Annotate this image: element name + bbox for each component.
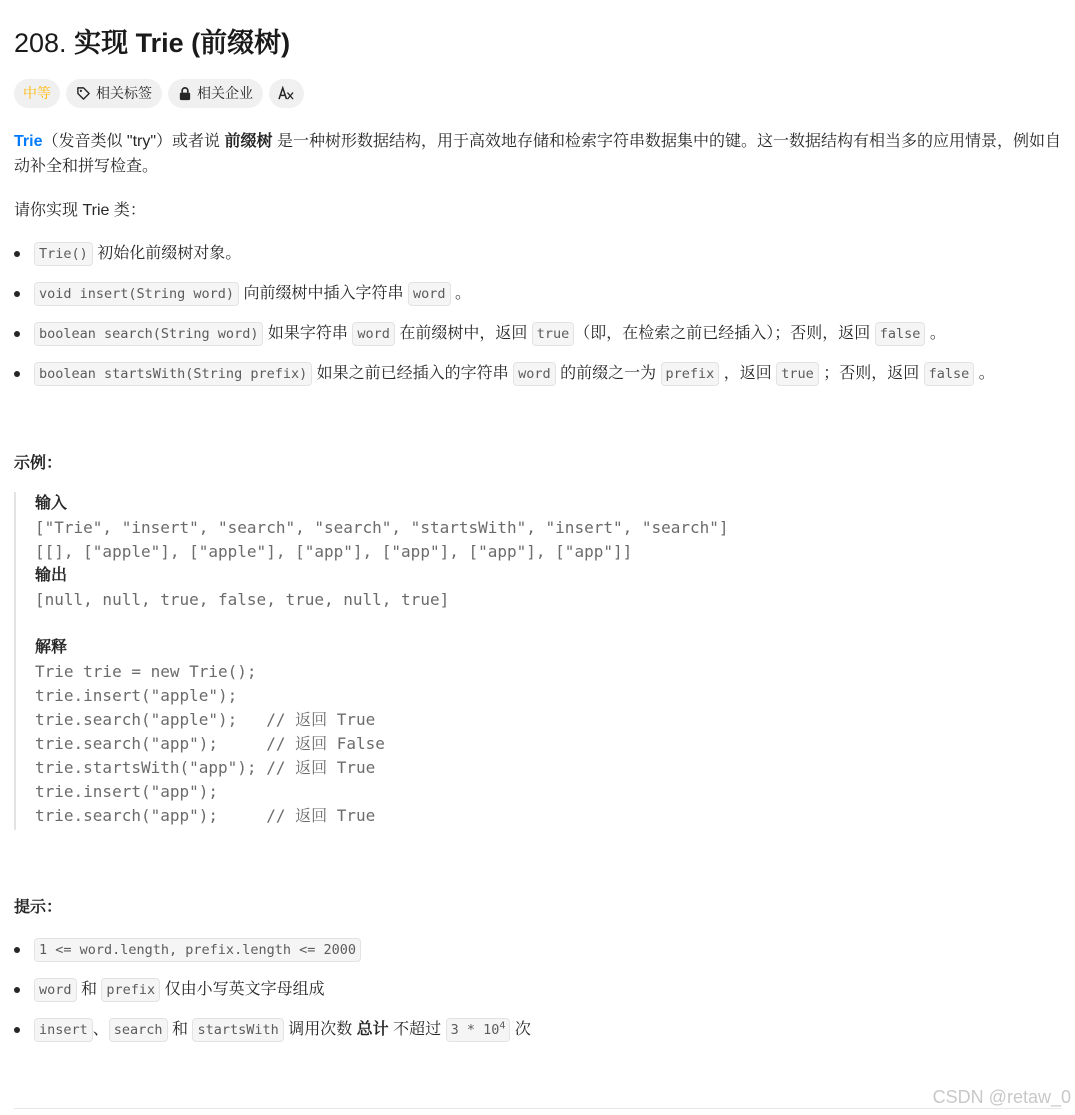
method-desc: 在前缀树中，返回 bbox=[394, 325, 532, 342]
csdn-watermark: CSDN @retaw_0 bbox=[932, 1087, 1071, 1107]
inline-code: search bbox=[109, 1018, 168, 1042]
input-line: [[], ["apple"], ["apple"], ["app"], ["app"], ["app"], ["app"]] bbox=[35, 542, 633, 561]
list-item bbox=[14, 936, 1064, 976]
inline-code: 1 <= word.length, prefix.length <= 2000 bbox=[34, 938, 361, 962]
output-line: [null, null, true, false, true, null, true] bbox=[35, 590, 450, 609]
list-item bbox=[14, 1016, 1064, 1056]
inline-code: prefix bbox=[661, 362, 720, 386]
inline-code: prefix bbox=[101, 978, 160, 1002]
method-desc: 。 bbox=[974, 365, 995, 382]
hint-text: 调用次数 bbox=[283, 1021, 357, 1038]
explain-line: trie.search("app"); // 返回 True bbox=[35, 806, 376, 825]
list-item bbox=[14, 360, 1064, 400]
output-label: 输出 bbox=[35, 567, 68, 584]
trie-keyword: Trie bbox=[14, 133, 43, 150]
translate-button[interactable] bbox=[269, 79, 304, 108]
method-desc: （即，在检索之前已经插入）；否则，返回 bbox=[574, 325, 875, 342]
inline-code: word bbox=[352, 322, 395, 346]
description-paragraph bbox=[14, 129, 1064, 179]
list-item bbox=[14, 976, 1064, 1016]
explain-line: trie.search("app"); // 返回 False bbox=[35, 734, 385, 753]
translate-icon bbox=[278, 86, 295, 101]
inline-code: true bbox=[532, 322, 575, 346]
related-companies-label: 相关企业 bbox=[197, 85, 253, 101]
related-companies-button[interactable] bbox=[168, 79, 263, 108]
list-item bbox=[14, 320, 1064, 360]
explain-line: trie.search("apple"); // 返回 True bbox=[35, 710, 376, 729]
hints-heading: 提示： bbox=[14, 899, 63, 916]
explain-line: trie.startsWith("app"); // 返回 True bbox=[35, 758, 376, 777]
divider bbox=[14, 1108, 1061, 1109]
explain-line: trie.insert("app"); bbox=[35, 782, 219, 801]
hint-bold: 总计 bbox=[356, 1021, 389, 1038]
inline-code: insert bbox=[34, 1018, 93, 1042]
hints-list bbox=[14, 936, 1064, 1056]
tag-icon bbox=[76, 86, 91, 101]
inline-code: Trie() bbox=[34, 242, 93, 266]
implement-instruction: 请你实现 Trie 类： bbox=[14, 202, 146, 219]
example-heading: 示例： bbox=[14, 455, 63, 472]
lock-icon bbox=[178, 86, 192, 101]
inline-code: word bbox=[513, 362, 556, 386]
hint-text: 仅由小写英文字母组成 bbox=[160, 981, 325, 998]
example-block bbox=[14, 492, 1054, 830]
problem-title bbox=[14, 24, 290, 62]
input-label: 输入 bbox=[35, 495, 68, 512]
method-desc: ；否则，返回 bbox=[818, 365, 924, 382]
inline-code bbox=[446, 1018, 511, 1042]
hint-text: 和 bbox=[167, 1021, 193, 1038]
title-part-en: Trie ( bbox=[135, 28, 201, 58]
description-bold: 前缀树 bbox=[224, 133, 273, 150]
method-desc: 如果之前已经插入的字符串 bbox=[312, 365, 514, 382]
tag-bar bbox=[14, 79, 304, 108]
inline-code: true bbox=[776, 362, 819, 386]
method-desc: 初始化前缀树对象。 bbox=[92, 245, 242, 262]
power-exponent: 4 bbox=[499, 1020, 506, 1032]
title-part-cn: 实现 bbox=[74, 28, 129, 58]
inline-code: boolean search(String word) bbox=[34, 322, 263, 346]
method-desc: 。 bbox=[450, 285, 471, 302]
inline-code: startsWith bbox=[192, 1018, 283, 1042]
hint-text: 、 bbox=[92, 1021, 109, 1038]
method-desc: 。 bbox=[925, 325, 946, 342]
power-base: 3 * 10 bbox=[450, 1022, 500, 1038]
problem-number: 208. bbox=[14, 28, 67, 58]
hint-text: 和 bbox=[76, 981, 102, 998]
explain-line: Trie trie = new Trie(); bbox=[35, 662, 257, 681]
explain-line: trie.insert("apple"); bbox=[35, 686, 238, 705]
title-part-cn2: 前缀树 bbox=[200, 28, 282, 58]
description-text-a: （发音类似 "try"）或者说 bbox=[42, 133, 225, 150]
inline-code: word bbox=[408, 282, 451, 306]
description-text-c: 是一种树形数据结构，用于高效地存储和检索字符串数据集中的键。这一数据结构有相当多的应用情景，例如自动补全和拼写检查。 bbox=[14, 133, 1061, 175]
related-tags-button[interactable] bbox=[66, 79, 162, 108]
inline-code: boolean startsWith(String prefix) bbox=[34, 362, 312, 386]
title-close: ) bbox=[281, 28, 291, 58]
blank-line bbox=[35, 612, 1054, 636]
inline-code: false bbox=[924, 362, 975, 386]
explain-label: 解释 bbox=[35, 639, 68, 656]
inline-code: void insert(String word) bbox=[34, 282, 239, 306]
method-desc: 如果字符串 bbox=[263, 325, 353, 342]
inline-code: word bbox=[34, 978, 77, 1002]
method-desc: 向前缀树中插入字符串 bbox=[239, 285, 408, 302]
method-desc: 的前缀之一为 bbox=[555, 365, 661, 382]
method-desc: ，返回 bbox=[719, 365, 777, 382]
list-item bbox=[14, 280, 1064, 320]
method-list bbox=[14, 240, 1064, 400]
hint-text: 不超过 bbox=[388, 1021, 446, 1038]
list-item bbox=[14, 240, 1064, 280]
related-tags-label: 相关标签 bbox=[96, 85, 152, 101]
input-line: ["Trie", "insert", "search", "search", "startsWith", "insert", "search"] bbox=[35, 518, 729, 537]
inline-code: false bbox=[875, 322, 926, 346]
difficulty-badge[interactable]: 中等 bbox=[14, 79, 60, 108]
hint-text: 次 bbox=[510, 1021, 531, 1038]
